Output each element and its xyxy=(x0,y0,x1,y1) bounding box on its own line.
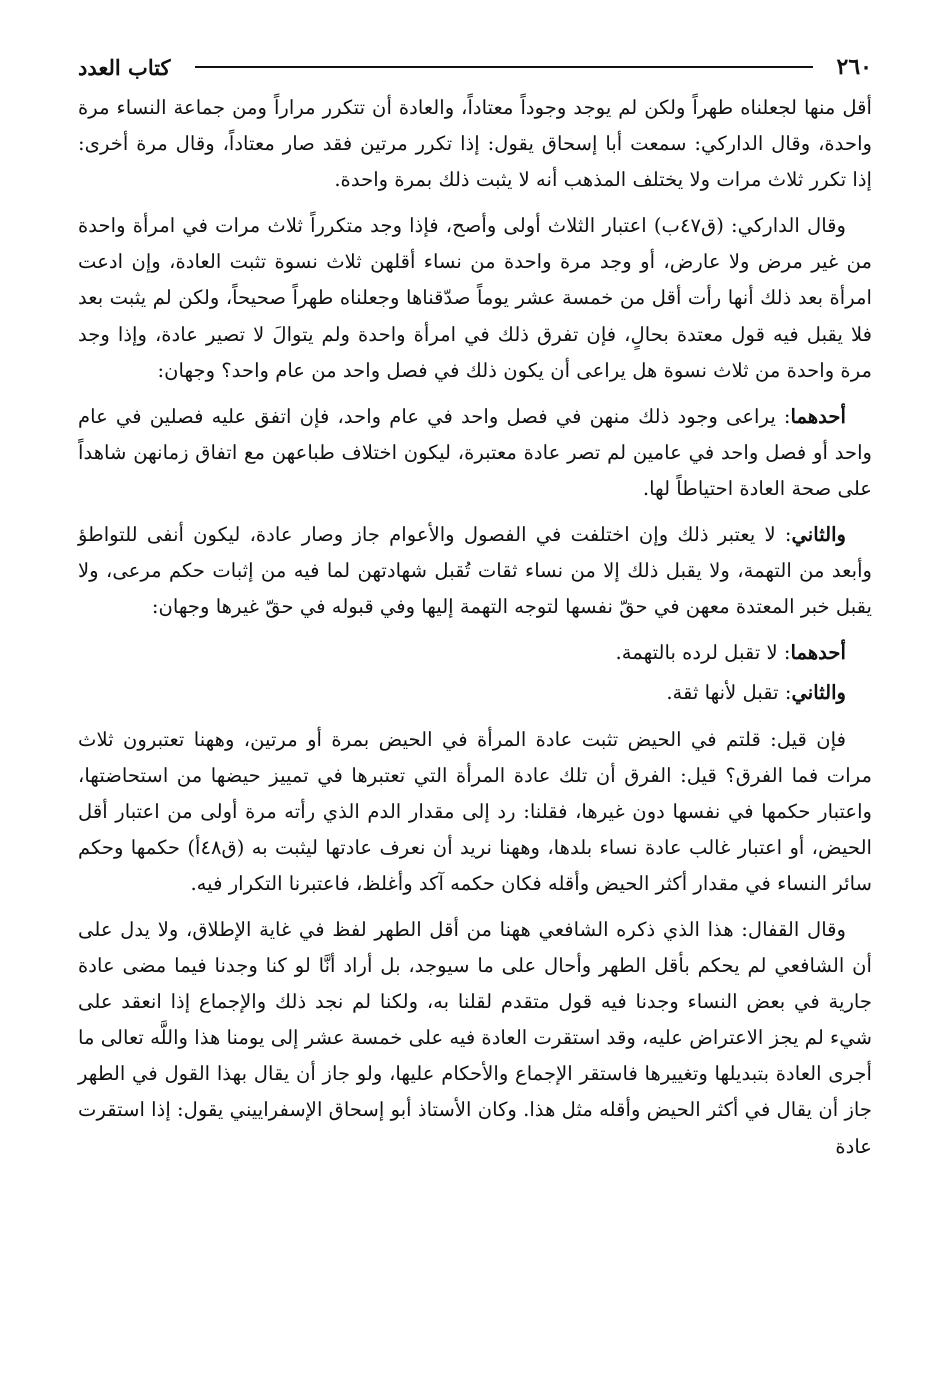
paragraph-lead: والثاني xyxy=(791,523,846,547)
paragraph-text: وقال القفال: هذا الذي ذكره الشافعي ههنا من أقل الطهر لفظ في غاية الإطلاق، ولا يدل على أن الشافعي لم يحكم بأقل الطهر وأحال على ما سيوجد، بل أراد أنَّا لو كنا وجدنا فيما مضى عادة جارية في بعض النساء وجدنا فيه قول متقدم لقلنا به، ولكنا لم نجد ذلك والإجماع إذا انعقد على شيء لم يجز الاعتراض عليه، وقد استقرت العادة فيه على خمسة عشر إلى يومنا هذا واللَّه تعالى ما أجرى العادة بتبديلها وتغييرها فاستقر الإجماع والأحكام عليها، ولو جاز أن يقال بهذا القول في الطهر جاز أن يقال في أكثر الحيض وأقله مثل هذا. وكان الأستاذ أبو إسحاق الإسفراييني يقول: إذا استقرت عادة xyxy=(78,917,872,1158)
paragraph-text: : يراعى وجود ذلك منهن في فصل واحد في عام واحد، فإن اتفق عليه فصلين في عام واحد أو فصل واحد في عامين لم تصر عادة معتبرة، ليكون اختلاف طباعهن مع اتفاق زمانهن شاهداً على صحة العادة احتياطاً لها. xyxy=(78,404,872,500)
paragraph xyxy=(78,90,872,198)
paragraph xyxy=(78,912,872,1165)
paragraph-lead: والثاني xyxy=(791,681,846,705)
page-body xyxy=(78,90,872,1165)
paragraph xyxy=(78,208,872,388)
page-header xyxy=(78,50,872,84)
paragraph-text: : تقبل لأنها ثقة. xyxy=(666,681,792,705)
paragraph xyxy=(78,675,872,711)
paragraph xyxy=(78,635,872,671)
book-title: كتاب العدد xyxy=(78,54,171,80)
paragraph xyxy=(78,399,872,507)
paragraph xyxy=(78,517,872,625)
page-number: ٢٦٠ xyxy=(836,54,872,80)
paragraph xyxy=(78,722,872,902)
paragraph-text: : لا تقبل لرده بالتهمة. xyxy=(615,641,791,665)
book-page xyxy=(78,50,872,1356)
header-rule xyxy=(195,66,813,68)
paragraph-text: وقال الداركي: (ق٤٧ب) اعتبار الثلاث أولى وأصح، فإذا وجد متكرراً ثلاث مرات في امرأة واحدة من غير مرض ولا عارض، أو وجد مرة واحدة من نساء أقلهن ثلاث نسوة تثبت العادة، وإن ادعت امرأة بعد ذلك أنها رأت أقل من خمسة عشر يوماً صدّقناها وجعلناه طهراً صحيحاً، ولكن لم يثبت بعد فلا يقبل فيه قول معتدة بحالٍ، فإن تفرق ذلك في امرأة واحدة ولم يتوالَ لا تصير عادة، وإذا وجد مرة واحدة من ثلاث نسوة هل يراعى أن يكون ذلك في فصل واحد من عام واحد؟ وجهان: xyxy=(78,214,872,382)
paragraph-text: : لا يعتبر ذلك وإن اختلفت في الفصول والأعوام جاز وصار عادة، ليكون أنفى للتواطؤ وأبعد من التهمة، ولا يقبل ذلك إلا من نساء ثقات تُقبل شهادتهن لما فيه من إثبات حكم مرعى، ولا يقبل خبر المعتدة معهن في حقّ نفسها لتوجه التهمة إليها وفي قبوله في حقّ غيرها وجهان: xyxy=(78,523,872,619)
paragraph-text: أقل منها لجعلناه طهراً ولكن لم يوجد وجوداً معتاداً، والعادة أن تتكرر مراراً ومن جماعة النساء مرة واحدة، وقال الداركي: سمعت أبا إسحاق يقول: إذا تكرر مرتين فقد صار معتاداً، وقال مرة أخرى: إذا تكرر ثلاث مرات ولا يختلف المذهب أنه لا يثبت ذلك بمرة واحدة. xyxy=(78,96,872,192)
paragraph-lead: أحدهما xyxy=(790,641,846,665)
paragraph-text: فإن قيل: قلتم في الحيض تثبت عادة المرأة في الحيض بمرة أو مرتين، وههنا تعتبرون ثلاث مرات فما الفرق؟ قيل: الفرق أن تلك عادة المرأة التي تعتبرها في تمييز حيضها من استحاضتها، واعتبار حكمها في نفسها دون غيرها، فقلنا: رد إلى مقدار الدم الذي رأته مرة أولى من اعتبار أقل الحيض، أو اعتبار غالب عادة نساء بلدها، وههنا نريد أن نعرف عادتها ليثبت به (ق٤٨أ) حكمها وحكم سائر النساء في مقدار أكثر الحيض وأقله فكان حكمه آكد وأغلظ، فاعتبرنا التكرار فيه. xyxy=(78,727,872,895)
paragraph-lead: أحدهما xyxy=(790,404,846,428)
